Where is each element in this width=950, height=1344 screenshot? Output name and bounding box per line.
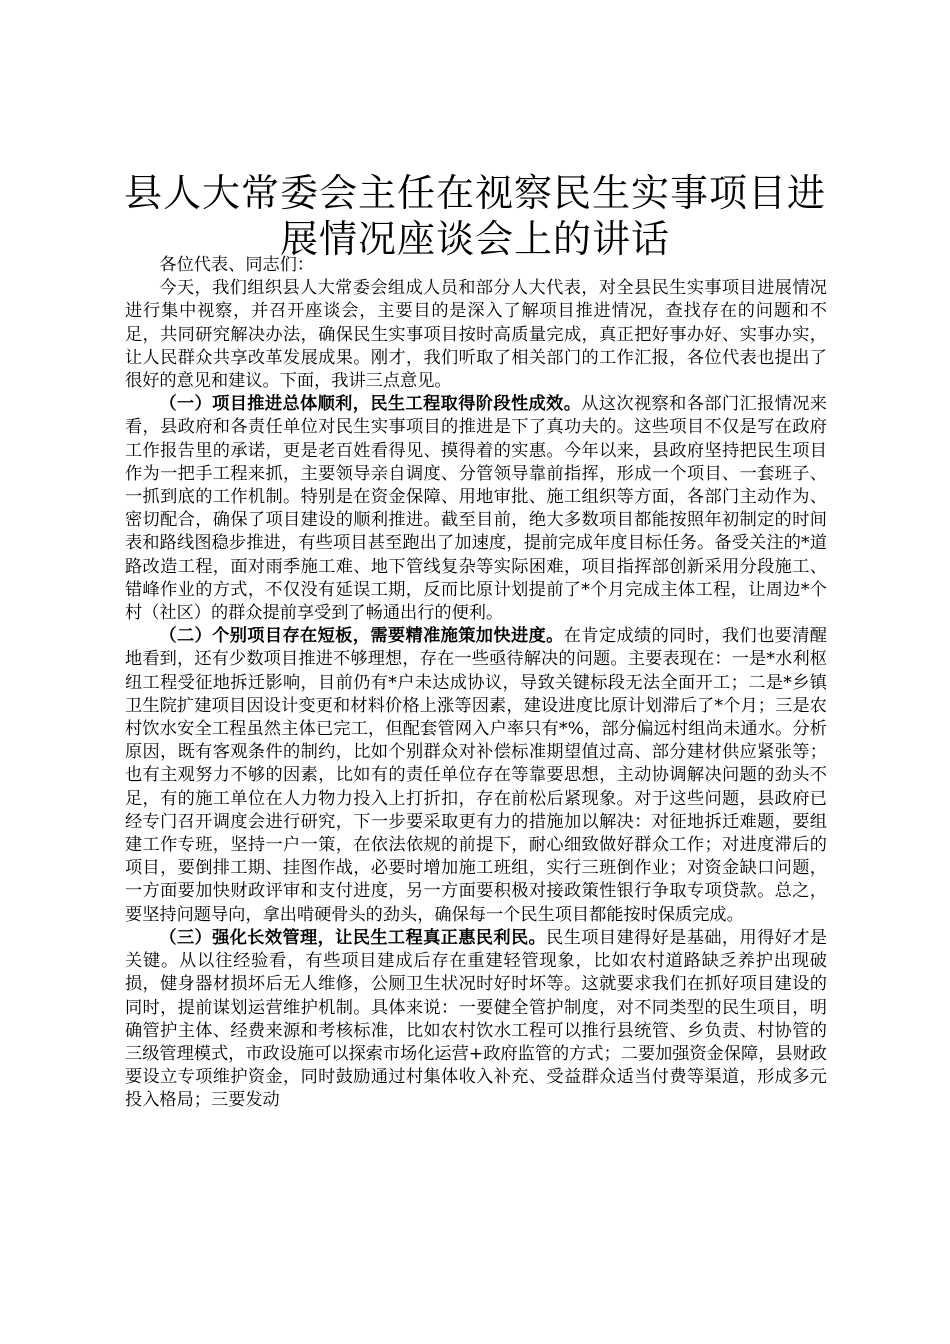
section-2-heading: （二）个别项目存在短板，需要精准施策加快进度。 [159,626,564,647]
section-3-text: 民生项目建得好是基础，用得好才是关键。从以往经验看，有些项目建成后存在重建轻管现象，比如农村道路缺乏养护出现破损，健身器材损坏后无人维修，公厕卫生状况时好时坏等。这就要求我们在抓好项目建设的同时，提前谋划运营维护机制。具体来说：一要健全管护制度，对不同类型的民生项目，明确管护主体、经费来源和考核标准，比如农村饮水工程可以推行县统管、乡负责、村协管的三级管理模式，市政设施可以探索市场化运营+政府监管的方式；二要加强资金保障，县财政要设立专项维护资金，同时鼓励通过村集体收入补充、受益群众适当付费等渠道，形成多元投入格局；三要发动 [125,927,827,1111]
section-1-text: 从这次视察和各部门汇报情况来看，县政府和各责任单位对民生实事项目的推进是下了真功夫的。这些项目不仅是写在政府工作报告里的承诺，更是老百姓看得见、摸得着的实惠。今年以来，县政府坚持把民生项目作为一把手工程来抓，主要领导亲自调度、分管领导靠前指挥，形成一个项目、一套班子、一抓到底的工作机制。特别是在资金保障、用地审批、施工组织等方面，各部门主动作为、密切配合，确保了项目建设的顺利推进。截至目前，绝大多数项目都能按照年初制定的时间表和路线图稳步推进，有些项目甚至跑出了加速度，提前完成年度目标任务。备受关注的*道路改造工程，面对雨季施工难、地下管线复杂等实际困难，项目指挥部创新采用分段施工、错峰作业的方式，不仅没有延误工期，反而比原计划提前了*个月完成主体工程，让周边*个村（社区）的群众提前享受到了畅通出行的便利。 [125,394,827,624]
document-title: 县人大常委会主任在视察民生实事项目进展情况座谈会上的讲话 [123,171,826,261]
section-2-text: 在肯定成绩的同时，我们也要清醒地看到，还有少数项目推进不够理想，存在一些亟待解决的问题。主要表现在：一是*水利枢纽工程受征地拆迁影响，目前仍有*户未达成协议，导致关键标段无法全面开工；二是*乡镇卫生院扩建项目因设计变更和材料价格上涨等因素，建设进度比原计划滞后了*个月；三是农村饮水安全工程虽然主体已完工，但配套管网入户率只有*%，部分偏远村组尚未通水。分析原因，既有客观条件的制约，比如个别群众对补偿标准期望值过高、部分建材供应紧张等；也有主观努力不够的因素，比如有的责任单位存在等靠要思想，主动协调解决问题的劲头不足，有的施工单位在人力物力投入上打折扣，存在前松后紧现象。对于这些问题，县政府已经专门召开调度会进行研究，下一步要采取更有力的措施加以解决：对征地拆迁难题，要组建工作专班，坚持一户一策，在依法依规的前提下，耐心细致做好群众工作；对进度滞后的项目，要倒排工期、挂图作战，必要时增加施工班组，实行三班倒作业；对资金缺口问题，一方面要加快财政评审和支付进度，另一方面要积极对接政策性银行争取专项贷款。总之，要坚持问题导向，拿出啃硬骨头的劲头，确保每一个民生项目都能按时保质完成。 [125,626,827,925]
section-2-paragraph [125,625,827,927]
document-body [125,254,827,1113]
section-3-heading: （三）强化长效管理，让民生工程真正惠民利民。 [159,927,547,948]
section-1-paragraph [125,393,827,625]
intro-paragraph: 今天，我们组织县人大常委会组成人员和部分人大代表，对全县民生实事项目进展情况进行集中视察，并召开座谈会，主要目的是深入了解项目推进情况，查找存在的问题和不足，共同研究解决办法，确保民生实事项目按时高质量完成，真正把好事办好、实事办实，让人民群众共享改革发展成果。刚才，我们听取了相关部门的工作汇报，各位代表也提出了很好的意见和建议。下面，我讲三点意见。 [125,278,827,392]
section-3-paragraph [125,927,827,1113]
salutation: 各位代表、同志们： [159,255,315,275]
section-1-heading: （一）项目推进总体顺利，民生工程取得阶段性成效。 [159,394,582,415]
